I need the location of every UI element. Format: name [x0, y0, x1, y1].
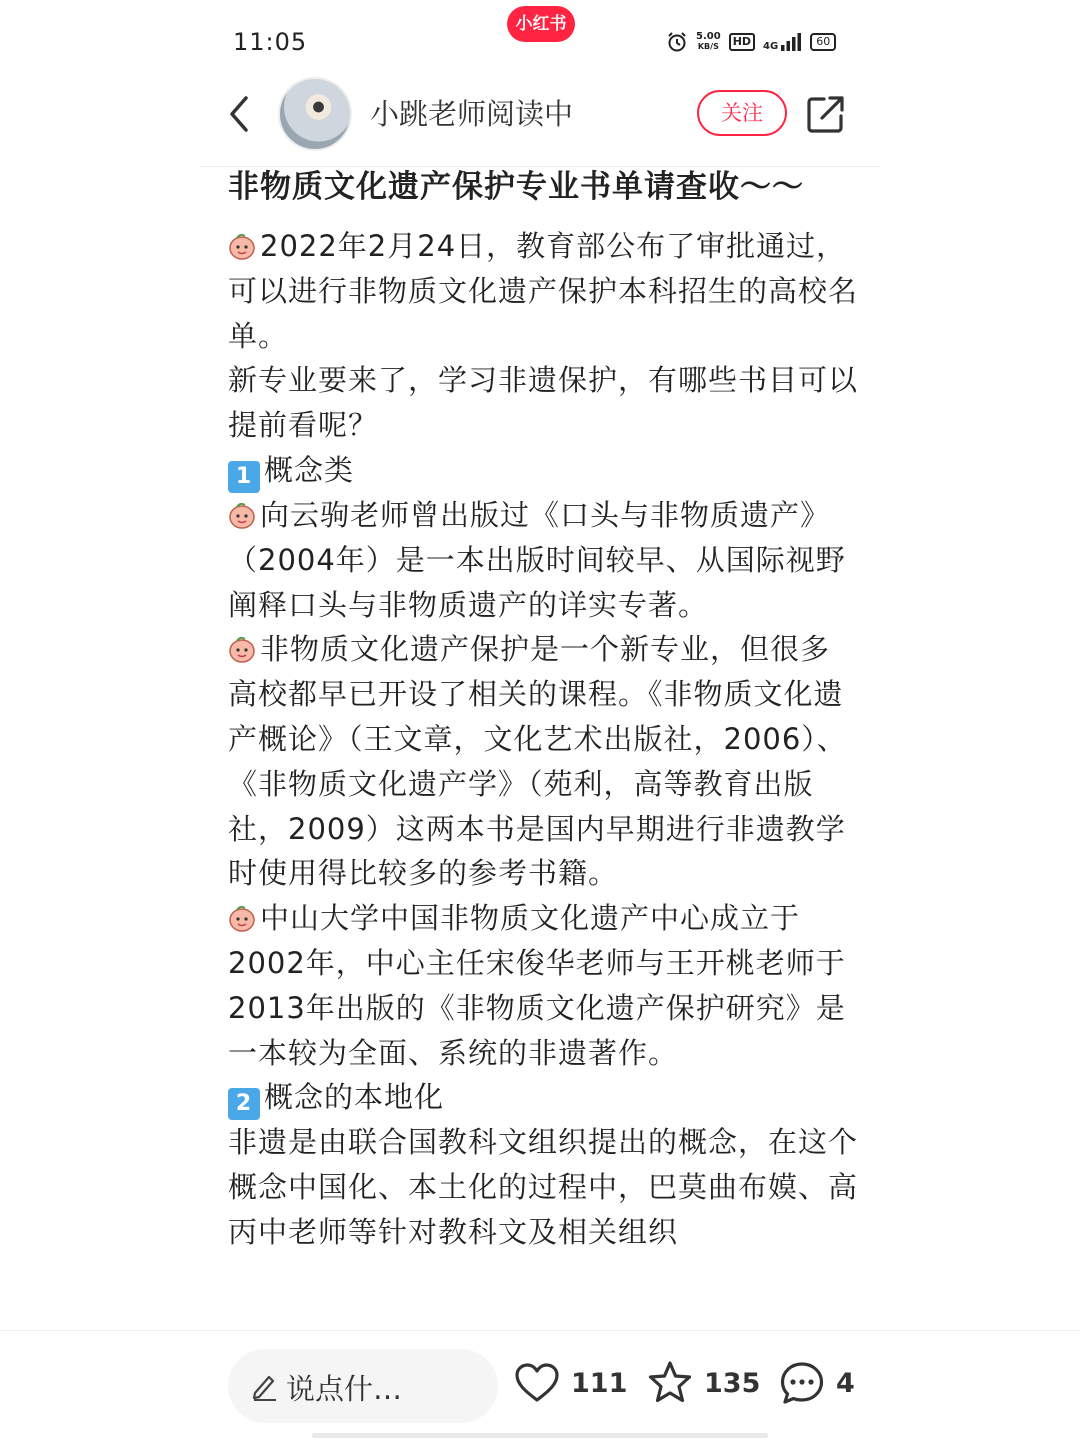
- post-header: [200, 70, 880, 167]
- pen-icon: [250, 1371, 278, 1401]
- peach-emoji-icon: [228, 635, 256, 663]
- hd-badge: HD: [729, 33, 755, 51]
- like-count: 111: [571, 1367, 628, 1399]
- share-icon[interactable]: [806, 94, 846, 134]
- post-paragraph: [228, 224, 858, 358]
- post-content: [228, 162, 858, 1330]
- comment-button[interactable]: [778, 1357, 855, 1409]
- post-paragraph: [228, 1120, 858, 1254]
- xiaohongshu-logo: 小红书: [507, 6, 575, 42]
- comment-count: 4: [836, 1367, 855, 1399]
- paragraph-text: 新专业要来了，学习非遗保护，有哪些书目可以提前看呢？: [228, 363, 858, 443]
- signal-icon: [763, 32, 802, 52]
- status-time: 11:05: [233, 28, 308, 56]
- paragraph-text: 非遗是由联合国教科文组织提出的概念，在这个概念中国化、本土化的过程中，巴莫曲布嫫、高丙中老师等针对教科文及相关组织: [228, 1125, 858, 1249]
- home-indicator: [312, 1433, 768, 1438]
- author-name[interactable]: 小跳老师阅读中: [370, 97, 574, 131]
- status-bar: [0, 0, 1080, 80]
- post-body: [228, 224, 858, 1255]
- alarm-icon: [666, 31, 688, 53]
- bottom-bar: [0, 1330, 1080, 1440]
- comment-placeholder: 说点什…: [286, 1372, 403, 1406]
- peach-emoji-icon: [228, 501, 256, 529]
- comment-input[interactable]: [228, 1349, 498, 1423]
- back-arrow-icon[interactable]: [222, 94, 258, 134]
- keycap-number-icon: 2: [228, 1088, 260, 1120]
- status-icons: [666, 28, 836, 56]
- heart-icon: [513, 1359, 561, 1407]
- signal-bars-icon: [780, 32, 802, 52]
- post-paragraph: [228, 358, 858, 448]
- battery-icon: 60: [810, 33, 836, 51]
- post-paragraph: [228, 627, 858, 896]
- post-paragraph: [228, 493, 858, 627]
- paragraph-text: 中山大学中国非物质文化遗产中心成立于2002年，中心主任宋俊华老师与王开桃老师于2013年出版的《非物质文化遗产保护研究》是一本较为全面、系统的非遗著作。: [228, 901, 846, 1070]
- comment-bubble-icon: [778, 1359, 826, 1407]
- network-speed: [696, 32, 721, 52]
- peach-emoji-icon: [228, 904, 256, 932]
- paragraph-text: 概念类: [264, 452, 355, 487]
- paragraph-text: 非物质文化遗产保护是一个新专业，但很多高校都早已开设了相关的课程。《非物质文化遗产概论》（王文章，文化艺术出版社，2006）、《非物质文化遗产学》（苑利，高等教育出版社，2009）这两本书是国内早期进行非遗教学时使用得比较多的参考书籍。: [228, 632, 847, 891]
- post-title: 非物质文化遗产保护专业书单请查收～～: [228, 169, 804, 205]
- speed-value: 5.00: [696, 31, 721, 42]
- collect-count: 135: [704, 1367, 761, 1399]
- post-paragraph: [228, 896, 858, 1075]
- peach-emoji-icon: [228, 232, 256, 260]
- post-paragraph: [228, 1075, 858, 1120]
- post-paragraph: [228, 448, 858, 493]
- network-type: 4G: [763, 41, 779, 52]
- like-button[interactable]: [513, 1357, 627, 1409]
- speed-unit: KB/S: [697, 42, 719, 51]
- collect-button[interactable]: [646, 1357, 760, 1409]
- paragraph-text: 向云驹老师曾出版过《口头与非物质遗产》（2004年）是一本出版时间较早、从国际视野阐释口头与非物质遗产的详实专著。: [228, 497, 846, 622]
- paragraph-text: 概念的本地化: [264, 1080, 445, 1115]
- author-avatar[interactable]: [278, 77, 352, 151]
- follow-button[interactable]: 关注: [697, 90, 787, 136]
- paragraph-text: 2022年2月24日，教育部公布了审批通过，可以进行非物质文化遗产保护本科招生的高校名单。: [228, 229, 858, 353]
- keycap-number-icon: 1: [228, 461, 260, 493]
- star-icon: [646, 1359, 694, 1407]
